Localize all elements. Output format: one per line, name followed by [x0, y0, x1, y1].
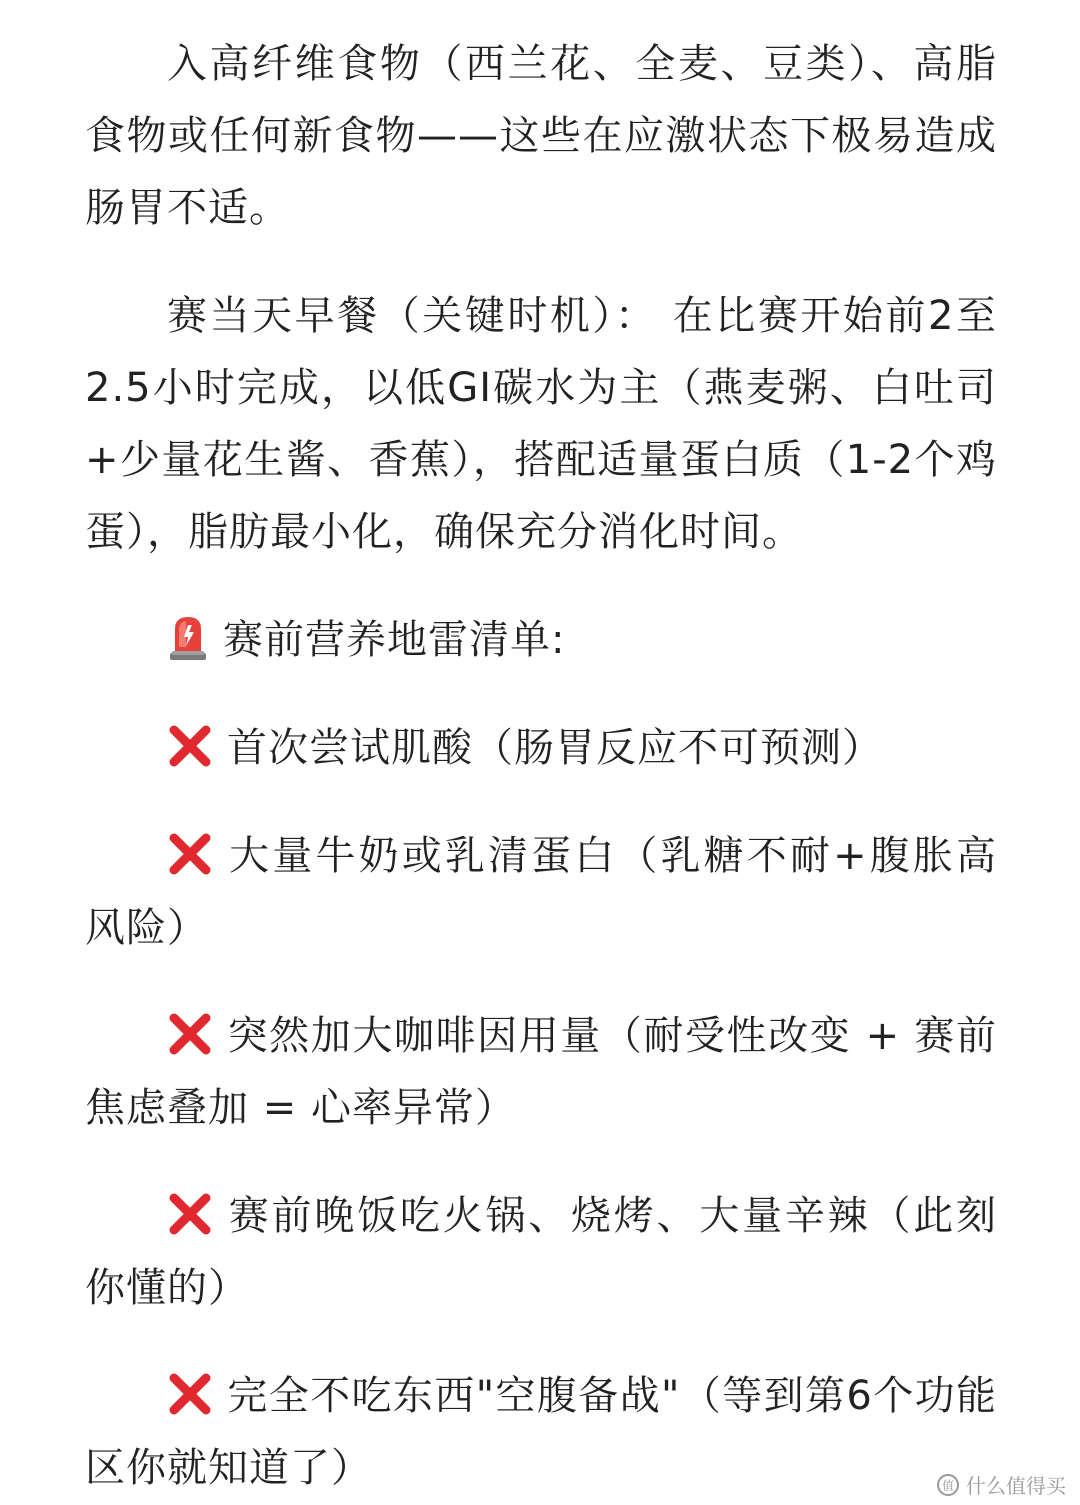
list-item-text: 首次尝试肌酸（肠胃反应不可预测） — [227, 725, 883, 771]
list-item-text: 突然加大咖啡因用量（耐受性改变 + 赛前焦虑叠加 = 心率异常） — [85, 1013, 997, 1131]
cross-mark-icon — [167, 723, 213, 769]
cross-mark-icon — [167, 1371, 213, 1417]
list-item-text: 完全不吃东西"空腹备战"（等到第6个功能区你就知道了） — [85, 1373, 997, 1491]
cross-mark-icon — [167, 1191, 213, 1237]
list-item-milk — [85, 820, 997, 964]
svg-text:值: 值 — [941, 1478, 955, 1492]
list-item-caffeine — [85, 1000, 997, 1144]
watermark — [936, 1470, 1066, 1499]
watermark-text: 什么值得买 — [966, 1474, 1066, 1498]
list-item-creatine — [85, 712, 997, 784]
article-body — [85, 28, 997, 1504]
smzdm-logo-icon — [936, 1473, 960, 1497]
list-item-text: 大量牛奶或乳清蛋白（乳糖不耐+腹胀高风险） — [85, 833, 997, 951]
list-item-spicy-dinner — [85, 1180, 997, 1324]
police-light-icon — [167, 613, 209, 661]
section-heading — [85, 604, 997, 676]
cross-mark-icon — [167, 1011, 213, 1057]
paragraph-fiber: 入高纤维食物（西兰花、全麦、豆类）、高脂食物或任何新食物——这些在应激状态下极易造成肠胃不适。 — [85, 41, 997, 231]
list-item-text: 赛前晚饭吃火锅、烧烤、大量辛辣（此刻你懂的） — [85, 1193, 997, 1311]
paragraph-breakfast: 赛当天早餐（关键时机）： 在比赛开始前2至2.5小时完成，以低GI碳水为主（燕麦粥、白吐司+少量花生酱、香蕉），搭配适量蛋白质（1-2个鸡蛋），脂肪最小化，确保充分消化时间。 — [85, 293, 997, 555]
list-item-empty-stomach — [85, 1360, 997, 1504]
cross-mark-icon — [167, 831, 213, 877]
section-heading-text: 赛前营养地雷清单: — [223, 617, 566, 663]
